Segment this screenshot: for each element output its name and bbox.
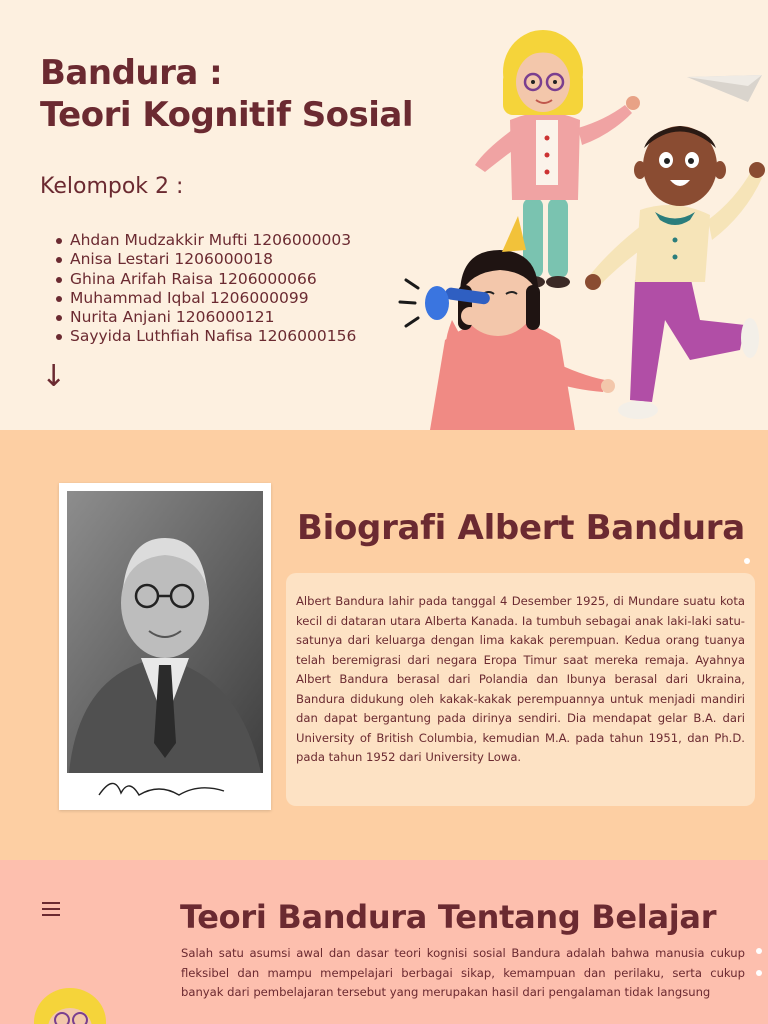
presentation-title: [40, 52, 413, 136]
biography-title: Biografi Albert Bandura: [297, 508, 745, 548]
arrow-down-icon[interactable]: ↓: [41, 359, 67, 394]
theory-title: Teori Bandura Tentang Belajar: [180, 898, 717, 936]
portrait-photo-card: [59, 483, 271, 810]
list-item: Anisa Lestari 1206000018: [56, 250, 356, 269]
paper-plane-icon: [687, 75, 762, 102]
list-item: Muhammad Iqbal 1206000099: [56, 289, 356, 308]
signature: [99, 783, 224, 795]
list-item: Ahdan Mudzakkir Mufti 1206000003: [56, 231, 356, 250]
party-characters-illustration: [390, 20, 768, 430]
member-list: [56, 231, 356, 347]
biography-text-box: [286, 573, 755, 806]
learning-theory-slide: [0, 860, 768, 1024]
albert-bandura-portrait: [59, 483, 271, 810]
title-line-2: Teori Kognitif Sosial: [40, 95, 414, 135]
theory-text: Salah satu asumsi awal dan dasar teori kognisi sosial Bandura adalah bahwa manusia cukup fleksibel dan mampu mempelajari berbagai sikap, kemampuan dan perilaku, serta cukup banyak dari pembelajaran tersebut yang merupakan hasil dari pengalaman tidak langsung: [181, 946, 745, 999]
title-slide: [0, 0, 768, 430]
title-line-1: Bandura :: [40, 53, 223, 93]
boy-figure: [585, 126, 765, 419]
group-label: Kelompok 2 :: [40, 174, 184, 199]
decor-dot: [756, 948, 762, 954]
girl-with-glasses-figure-partial: [30, 984, 110, 1024]
biography-text: Albert Bandura lahir pada tanggal 4 Desember 1925, di Mundare suatu kota kecil di dataran utara Alberta Kanada. Ia tumbuh sebagai anak laki-laki satu-satunya dari keluarga dengan lima kakak perempuan. Kedua orang tuanya telah beremigrasi dari negara Eropa Timur saat mereka remaja. Ayahnya Albert Bandura berasal dari Polandia dan Ibunya berasal dari Ukraina, Bandura didukung oleh kakak-kakak perempuannya untuk menjadi mandiri dan dapat bergantung pada dirinya sendiri. Dia mendapat gelar B.A. dari University of British Columbia, kemudian M.A. pada tahun 1951, dan Ph.D. pada tahun 1952 dari University Lowa.: [296, 594, 745, 764]
menu-icon[interactable]: [42, 902, 60, 916]
biography-slide: [0, 430, 768, 860]
decor-dot: [744, 558, 750, 564]
list-item: Sayyida Luthfiah Nafisa 1206000156: [56, 327, 356, 346]
list-item: Nurita Anjani 1206000121: [56, 308, 356, 327]
list-item: Ghina Arifah Raisa 1206000066: [56, 270, 356, 289]
decor-dot: [756, 970, 762, 976]
girl-with-party-horn-figure: [400, 216, 615, 430]
